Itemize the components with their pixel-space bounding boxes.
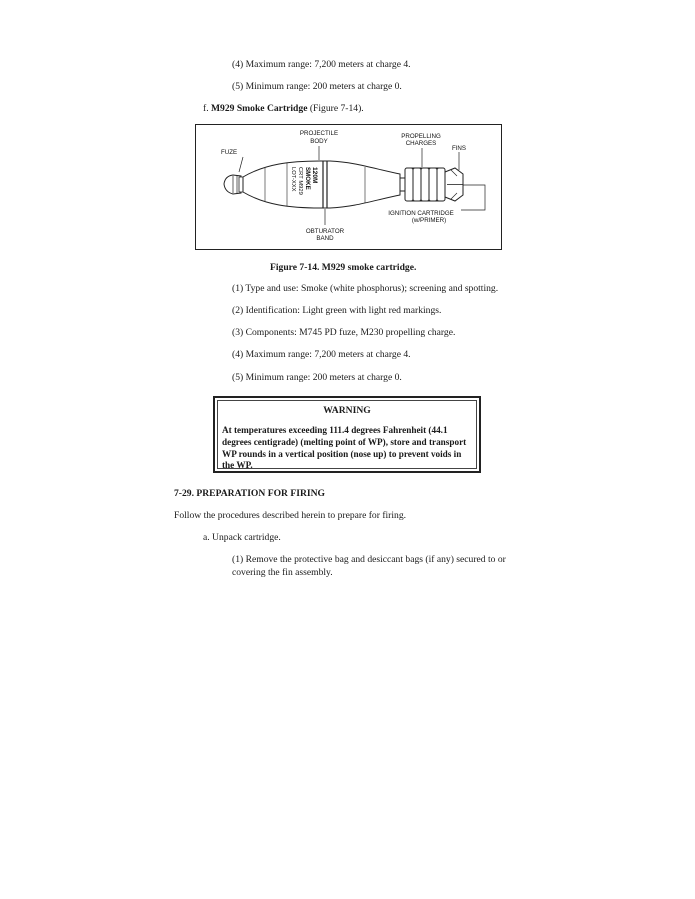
section-f-figure-ref: (Figure 7-14).	[307, 103, 364, 114]
step-a-1: (1) Remove the protective bag and desiccant bags (if any) secured to or covering the fin assembly.	[232, 554, 506, 578]
label-charges: CHARGES	[405, 140, 437, 147]
marking-lot: LOT-XXX	[290, 167, 296, 192]
projectile-body-shape	[243, 161, 400, 208]
label-band: BAND	[316, 235, 334, 242]
marking-crt: CRT M929	[297, 167, 303, 195]
warning-box	[213, 396, 481, 473]
marking-smoke: SMOKE	[304, 167, 311, 190]
label-projectile: PROJECTILE	[299, 130, 339, 137]
warning-body: At temperatures exceeding 111.4 degrees Fahrenheit (44.1 degrees centigrade) (melting point of WP), store and transport WP rounds in a vertical position (nose up) to prevent voids in the WP.	[222, 425, 467, 471]
label-body: BODY	[310, 138, 328, 145]
section-intro: Follow the procedures described herein to prepare for firing.	[174, 510, 407, 521]
step-a: a. Unpack cartridge.	[203, 532, 281, 543]
label-primer: (w/PRIMER)	[411, 217, 447, 224]
label-ignition-cartridge: IGNITION CARTRIDGE	[388, 210, 454, 217]
spec-identification: (2) Identification: Light green with light red markings.	[232, 305, 442, 316]
label-obturator: OBTURATOR	[305, 228, 345, 235]
section-heading-7-29: 7-29. PREPARATION FOR FIRING	[174, 488, 326, 499]
label-fuze: FUZE	[221, 149, 238, 156]
max-range-line-top: (4) Maximum range: 7,200 meters at charge 4.	[232, 59, 411, 70]
spec-min-range: (5) Minimum range: 200 meters at charge 0.	[232, 372, 402, 383]
fuze-shape	[224, 175, 241, 194]
section-f-heading	[203, 103, 364, 116]
warning-title: WARNING	[323, 405, 371, 416]
section-f-title: M929 Smoke Cartridge	[211, 103, 308, 114]
propelling-charges-shape	[405, 168, 445, 201]
m929-cartridge-figure	[195, 124, 502, 250]
figure-caption: Figure 7-14. M929 smoke cartridge.	[270, 262, 417, 273]
spec-components: (3) Components: M745 PD fuze, M230 propelling charge.	[232, 327, 456, 338]
spec-type-use: (1) Type and use: Smoke (white phosphorus); screening and spotting.	[232, 283, 499, 294]
spec-max-range: (4) Maximum range: 7,200 meters at charge 4.	[232, 349, 411, 360]
label-propelling: PROPELLING	[401, 133, 441, 140]
min-range-line-top: (5) Minimum range: 200 meters at charge 0.	[232, 81, 402, 92]
marking-120m: 120M	[311, 167, 318, 184]
label-fins: FINS	[451, 145, 467, 152]
section-f-prefix: f.	[203, 103, 211, 114]
warning-inner-frame	[217, 400, 477, 469]
